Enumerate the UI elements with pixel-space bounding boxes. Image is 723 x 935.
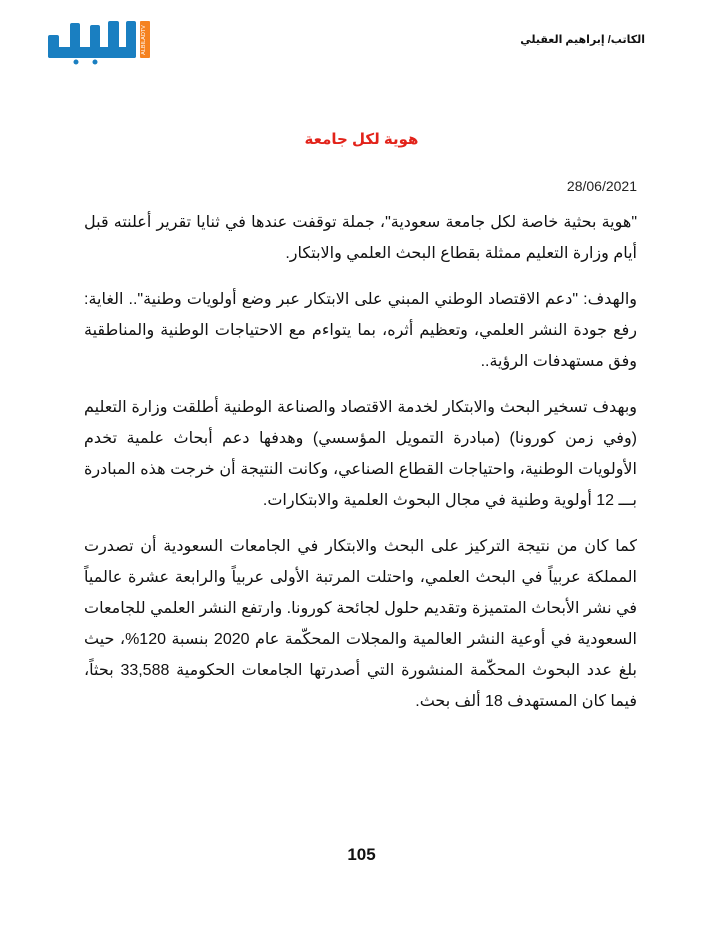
paragraph: "هوية بحثية خاصة لكل جامعة سعودية"، جملة توقفت عندها في ثنايا تقرير أعلنته قبل أيام وزارة التعليم ممثلة بقطاع البحث العلمي والابتكار. <box>84 214 637 262</box>
albilad-logo-icon <box>46 17 178 65</box>
svg-text:ALBILADTV: ALBILADTV <box>141 25 147 55</box>
author-line: الكاتب/ إبراهيم العقيلي <box>520 34 645 46</box>
article-date: 28/06/2021 <box>566 178 637 194</box>
article-body <box>84 207 637 732</box>
paragraph: والهدف: "دعم الاقتصاد الوطني المبني على الابتكار عبر وضع أولويات وطنية".. الغاية: رفع جودة النشر العلمي، وتعظيم أثره، بما يتواءم مع الاحتياجات الوطنية والمناطقية وفق مستهدفات الرؤية.. <box>84 291 637 370</box>
albilad-logo <box>46 17 178 65</box>
article-title: هوية لكل جامعة <box>304 131 419 148</box>
paragraph: كما كان من نتيجة التركيز على البحث والابتكار في الجامعات السعودية أن تصدرت المملكة عربياً في البحث العلمي، واحتلت المرتبة الأولى عربياً والرابعة عشرة عالمياً في نشر الأبحاث المتميزة وتقديم حلول لجائحة كورونا. وارتفع النشر العلمي للجامعات السعودية في أوعية النشر العالمية والمجلات المحكّمة عام 2020 بنسبة 120%، حيث بلغ عدد البحوث المحكّمة المنشورة التي أصدرتها الجامعات الحكومية 33,588 بحثاً، فيما كان المستهدف 18 ألف بحث. <box>84 538 638 710</box>
paragraph: وبهدف تسخير البحث والابتكار لخدمة الاقتصاد والصناعة الوطنية أطلقت وزارة التعليم (وفي زمن كورونا) (مبادرة التمويل المؤسسي) وهدفها دعم أبحاث علمية تخدم الأولويات الوطنية، واحتياجات القطاع الصناعي، وكانت النتيجة أن خرجت هذه المبادرة بـــ 12 أولوية وطنية في مجال البحوث العلمية والابتكارات. <box>84 399 638 509</box>
page-number: 105 <box>347 845 376 864</box>
